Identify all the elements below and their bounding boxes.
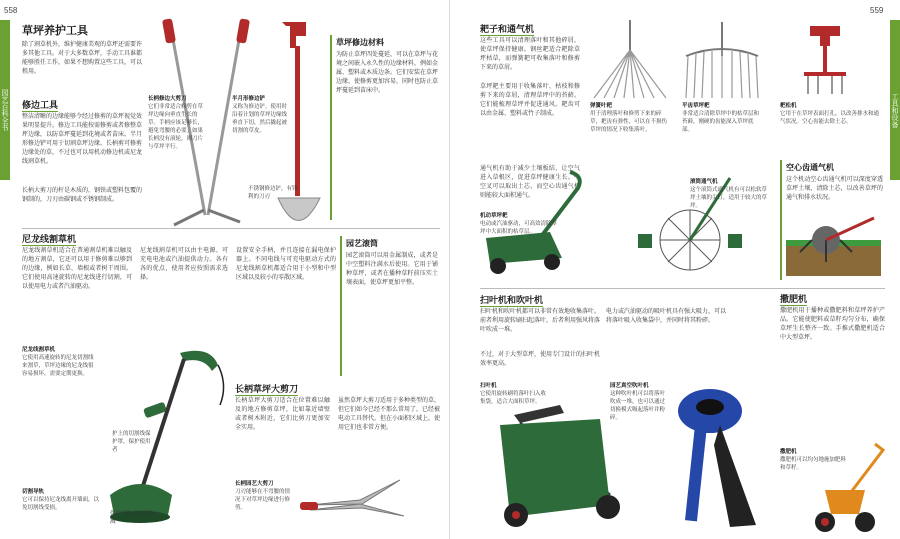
blower-illustration: [660, 385, 770, 533]
section-rakes: 耙子和通气机: [480, 22, 534, 36]
page-number: 558: [4, 6, 18, 15]
caption-steel-tool: 不锈钢修边铲，有锋利的刀刃: [248, 186, 298, 200]
edge-tools-text: 整洁清晰的边缘能够令经过修剪的草坪视觉效果明显提升。修边工具能按需修剪或者修整草坪边缘，以防草坪蔓延到花境或者苗床。半月形修边铲可用于切割草坪边缘。长柄剪可修剪边缘处的草，不过也可以用机动修边机或尼龙线割草机。: [22, 113, 142, 165]
rakes-text3: 通气机有助于减少土壤板结，让空气进入草根区，促进草坪健康生长。中空叉可以取出土芯，而空心齿通气机则能较大面积通气。: [480, 165, 580, 199]
edge-tools-text2: 长柄大剪刀的杆是木质的，钢铁或塑料包覆的钢制的，刀刃由碳钢或不锈钢制成。: [22, 187, 142, 203]
trimmer-text: 尼龙线割草机适合在普通割草机难以触及的地方割草，它还可以用于修剪难以够到的边缘，例如长草、墙根或者树干周围。它们使用高速旋转的尼龙线进行切割，可以使用电力或者汽油驱动。: [22, 247, 132, 290]
side-label: 园艺百科全书: [0, 20, 10, 180]
right-page: [450, 0, 900, 539]
caption-aerator: 滚筒通气机 这个滚筒式通气机有可以松软草坪土壤的尖钉，适用于较大的草坪。: [690, 179, 768, 209]
caption-hollow-tine: 耙松机 它用于在草坪表面打孔，以改善排水和通气状况。空心齿能去除土芯。: [780, 103, 880, 125]
divider: [22, 228, 440, 229]
caption-long-shears: 长柄修边大剪刀 它们非常适合修剪在草坪边缘向垂直生长的草。手柄应该足够长，避免弯腰的必要。如果长柄没有滚轮，则刀片与草坪平行。: [148, 96, 203, 150]
divider: [480, 288, 885, 289]
sweepers-text2: 不过，对于大型草坪，使用专门设计的扫叶机效率更高。: [480, 351, 600, 367]
box-edging-materials: 草坪修边材料 为防止草坪四处蔓延，可以在草坪与花境之间嵌入永久性的边缘材料，例如金属、塑料或木质边条。它们安装在草坪边缘，使修剪更加容易，同时也防止草坪蔓延到苗床中。: [330, 35, 442, 220]
box-lawn-roller: 园艺滚筒 园艺滚筒可以用金属制成，或者是中空塑料注满水后使用。它用于铺种草坪，或者在播种草籽前压实土壤表面，使草坪更加平整。: [340, 236, 442, 376]
page-title: 草坪养护工具: [22, 24, 88, 37]
caption-sweeper: 扫叶机 它使用旋转刷将落叶扫入收集袋，适合大面积草坪。: [480, 383, 547, 405]
section-long-shears: 长柄草坪大剪刀: [235, 382, 298, 396]
hollow-tine-illustration: [780, 20, 870, 100]
caption-flat-rake: 平齿草坪耙 非常适合清除草坪中的枯草层和苔藓，刚硬的齿能深入草坪底部。: [682, 103, 760, 133]
spreader-illustration: [795, 440, 890, 535]
side-label: 工具和设备: [890, 20, 900, 180]
rakes-text2: 草坪耙主要用于收集落叶、枯枝和修剪下来的草屑，清理草坪中的苔藓。它们能梳理草坪并促进通风。耙齿可以由金属、塑料或竹子制成。: [480, 83, 580, 117]
aerator-diagram: [786, 218, 881, 278]
caption-safety: 护上的切割线保护罩，保护使用者: [112, 431, 151, 453]
section-nylon-trimmer: 尼龙线割草机: [22, 232, 76, 246]
intro-text: 除了割草机外，维护健康美观的草坪还需要许多其他工具。对于大多数草坪，手动工具谁都能够胜任工作，如果不想购置这些工具，可以租用。: [22, 41, 142, 75]
caption-blower: 园艺真空吹叶机 这种吹叶机可以将落叶吹成一堆，也可以通过切换模式吸起落叶并粉碎。: [610, 383, 665, 421]
trimmer-text3: 设置安全手柄，并且连接在漏电保护器上。不同电线与可充电驱动方式的尼龙线割草机都适合用于小型和中型区域以及较小的零散区域。: [236, 247, 336, 281]
section-edge-tools: 修边工具: [22, 98, 58, 112]
lawn-shears-illustration: [300, 470, 410, 530]
page-number: 559: [870, 6, 884, 15]
shears-text: 长柄草坪大剪刀适合在位置难以触及的地方修剪草坪，比如靠近墙壁或者树木附近，它们比剪刀更加安全实用。: [235, 397, 330, 431]
caption-spreader: 撒肥机 撒肥机可以均匀地施加肥料和草籽。: [780, 449, 847, 471]
caption-half-moon: 半月形修边铲 又称为修边铲。使用时沿着计划的草坪边缘线垂直下切，然后撬起被切割的草皮。: [232, 96, 288, 134]
spreader-text: 撒肥机用于播种或撒肥料和草坪养护产品。它能使肥料或草籽均匀分布，确保草坪生长整齐一致。手推式撒肥机适合中大型草坪。: [780, 307, 885, 341]
box-hollow-aerator: 空心齿通气机 这个机动空心齿通气机可以深度穿透草坪土壤，清除土芯，以改善草坪的通气和排水状况。: [780, 160, 887, 280]
sweepers-text3: 电力或汽油驱动的吸叶机具有强大吸力，可以将落叶吸入收集袋中，并同时将其粉碎。: [606, 308, 726, 324]
caption-cutting-head: 切割导轨 它可以保持尼龙线离开墙面，以免切割线受损。: [22, 489, 100, 511]
caption-guard: 保护罩防止切割物飞溅: [110, 511, 160, 525]
section-spreader: 撒肥机: [780, 292, 807, 306]
caption-shears: 长柄园艺大剪刀 刀刃能够在不弯腰的情况下对草坪边缘进行修剪。: [235, 481, 291, 511]
sweeper-illustration: [490, 405, 630, 533]
section-sweepers: 扫叶机和吹叶机: [480, 293, 543, 307]
trimmer-text2: 尼龙线割草机可以由主电源、可充电电池或汽油提供动力。各有各的优点，使用者应按照需求选择。: [140, 247, 228, 281]
shears-text2: 虽然草坪大剪刀适用于多种类型的草，但它们如今已经不那么常用了，已经被电动工具替代。但在小面积区域上，使用它们也非常方便。: [338, 397, 440, 431]
caption-spring-rake: 弹簧叶耙 用于清理落叶和修剪下来的碎草，耙齿有弹性，可以在不损伤草坪的情况下收集落叶。: [590, 103, 668, 133]
sweepers-text: 扫叶机和吹叶机都可以非常有效地收集落叶。前者利用旋转刷扫起落叶，后者利用强风将落叶吹成一堆。: [480, 308, 600, 333]
caption-trimmer: 尼龙线割草机 它使用高速旋转的尼龙切割线来割草，草坪边缘的尼龙线很容易损坏，需要定期更换。: [22, 347, 94, 377]
rakes-text: 这些工具可以清理落叶和其他碎屑，使草坪保持健康。钢丝耙适合耙除草坪枯草，而弹簧耙可收集落叶和修剪下来的草屑。: [480, 37, 580, 71]
caption-scarifier: 机动草坪耙 电动或汽油驱动，可高效清除草坪中大面积的枯草层。: [480, 213, 558, 235]
spring-rake-illustration: [590, 20, 670, 100]
flat-rake-illustration: [682, 22, 762, 100]
